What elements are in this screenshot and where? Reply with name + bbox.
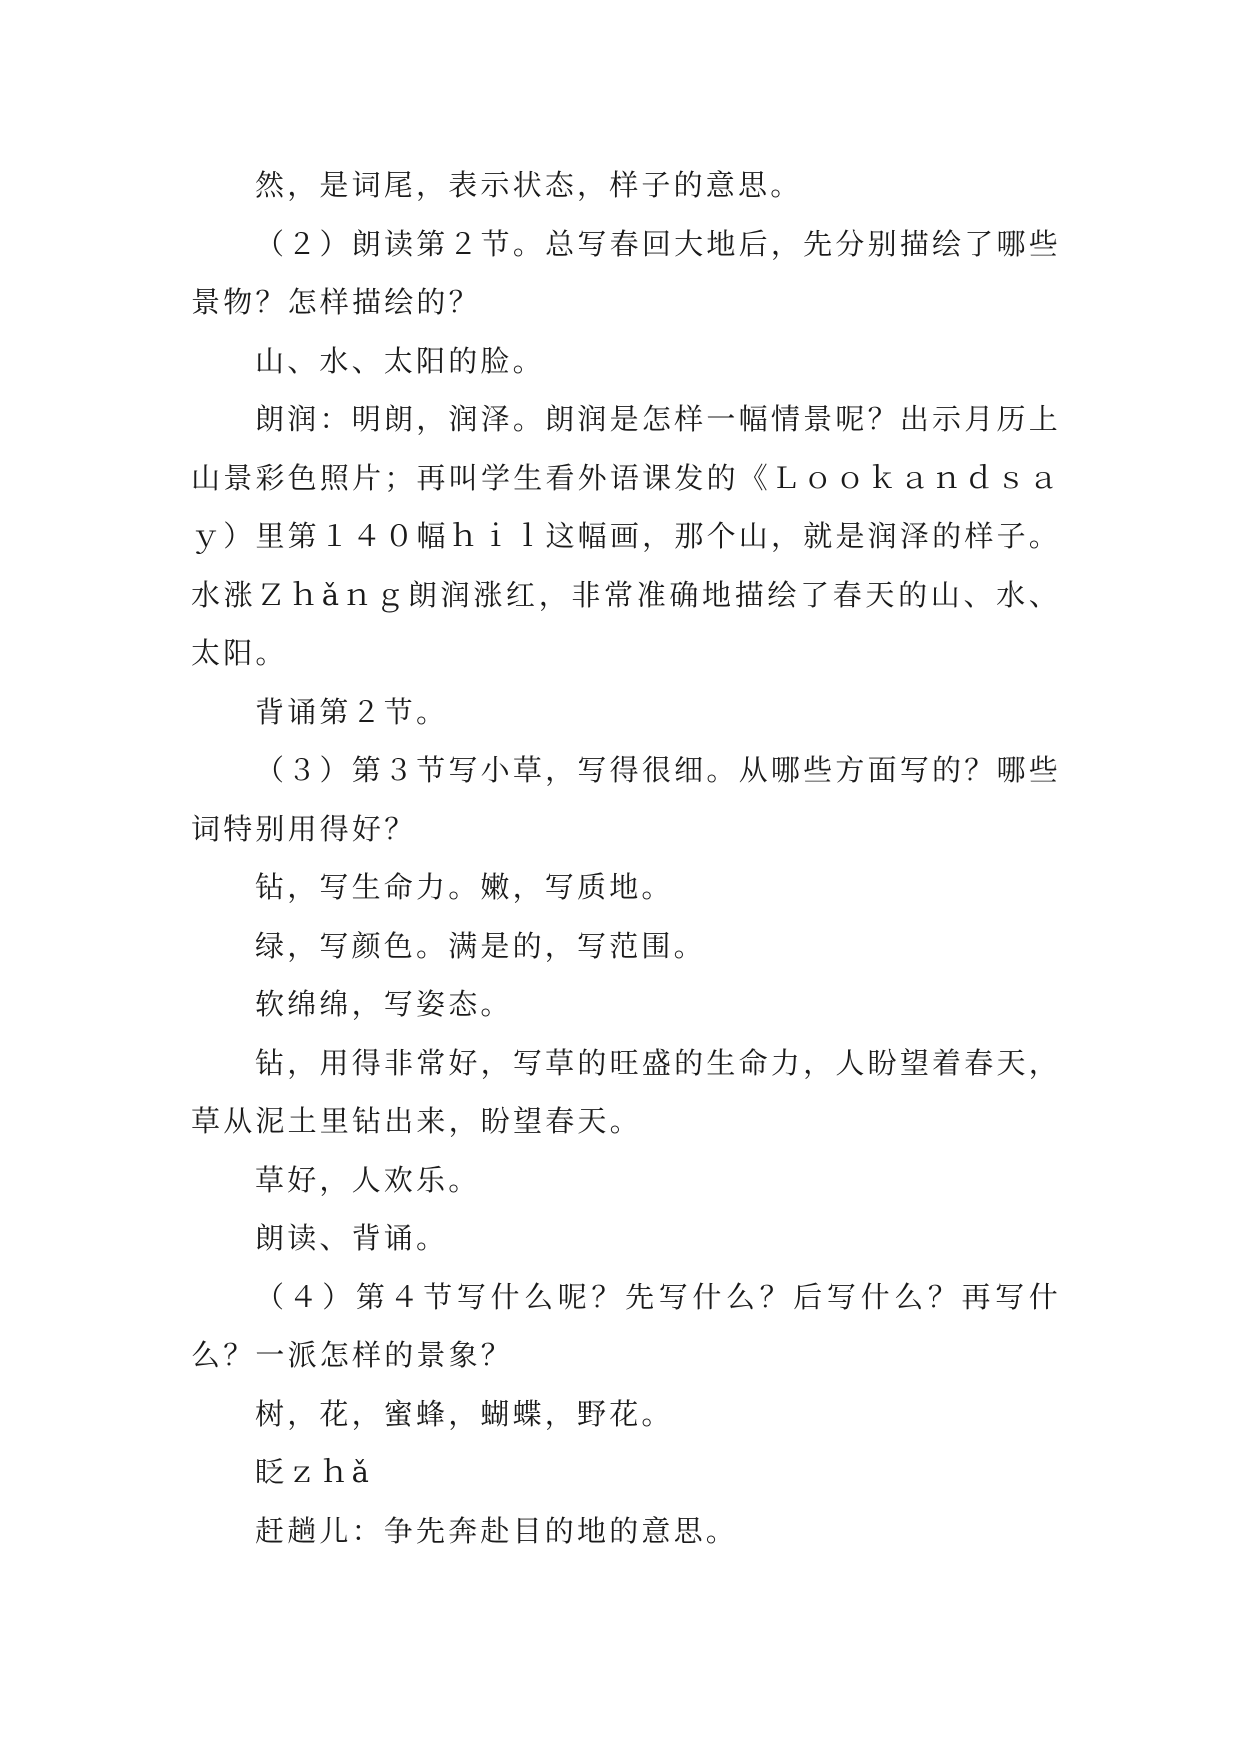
paragraph-recite-section-2: 背诵第２节。	[255, 694, 449, 729]
paragraph-section-2-question: （２）朗读第２节。总写春回大地后，先分别描绘了哪些景物？怎样描绘的？	[191, 226, 1061, 319]
paragraph-zuan-analysis: 钻，用得非常好，写草的旺盛的生命力，人盼望着春天，草从泥土里钻出来，盼望春天。	[191, 1045, 1061, 1138]
paragraph-zuan-vitality: 钻，写生命力。嫩，写质地。	[255, 870, 674, 904]
paragraph-gantanger-meaning: 赶趟儿：争先奔赴目的地的意思。	[255, 1513, 739, 1548]
paragraph-ran-suffix: 然，是词尾，表示状态，样子的意思。	[255, 168, 803, 202]
paragraph-section-4-question: （４）第４节写什么呢？先写什么？后写什么？再写什么？一派怎样的景象？	[191, 1279, 1061, 1372]
paragraph-trees-flowers: 树，花，蜜蜂，蝴蝶，野花。	[255, 1396, 674, 1431]
document-body	[191, 156, 1061, 1560]
paragraph-section-3-question: （３）第３节写小草，写得很细。从哪些方面写的？哪些词特别用得好？	[191, 753, 1061, 846]
paragraph-mountain-water-sun: 山、水、太阳的脸。	[255, 343, 545, 378]
paragraph-langrun-explanation: 朗润：明朗，润泽。朗润是怎样一幅情景呢？出示月历上山景彩色照片；再叫学生看外语课发的《Ｌｏｏｋａｎｄｓａｙ）里第１４０幅ｈｉｌ这幅画，那个山，就是润泽的样子。水涨Ｚｈǎｎｇ朗润涨红，非常准确地描绘了春天的山、水、太阳。	[191, 402, 1061, 670]
paragraph-green-color: 绿，写颜色。满是的，写范围。	[255, 928, 706, 963]
paragraph-grass-joy: 草好，人欢乐。	[255, 1162, 481, 1197]
paragraph-read-recite: 朗读、背诵。	[255, 1221, 449, 1255]
paragraph-soft-posture: 软绵绵，写姿态。	[255, 987, 513, 1021]
paragraph-zha-pinyin: 眨ｚｈǎ	[255, 1455, 373, 1489]
